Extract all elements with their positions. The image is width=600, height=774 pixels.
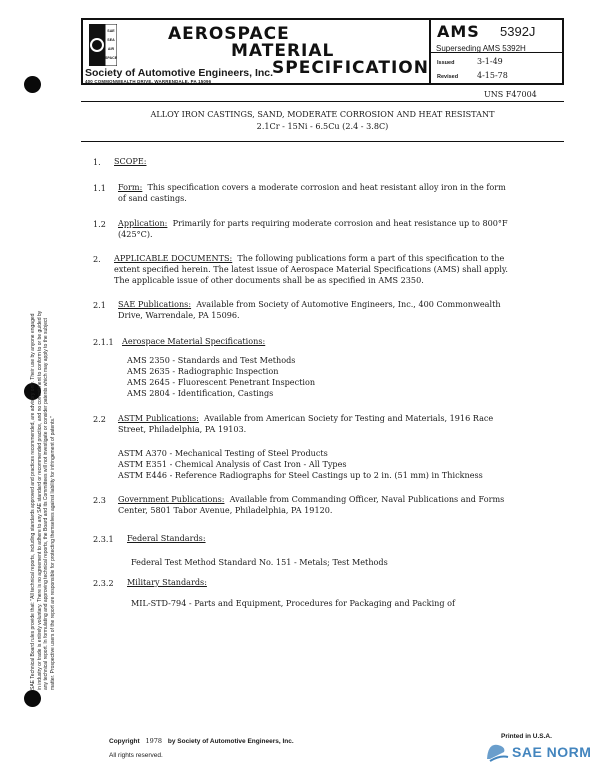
section-2-1-label: SAE Publications: [118, 299, 192, 309]
section-2-3-number: 2.3 [93, 495, 106, 505]
rights-reserved: All rights reserved. [109, 752, 163, 759]
section-2-3-1-label: Federal Standards: [127, 533, 206, 543]
section-1-1-number: 1.1 [93, 183, 106, 193]
section-2-1 [118, 299, 501, 310]
copyright-label: Copyright [109, 738, 140, 745]
section-1-2-text-1: Primarily for parts requiring moderate corrosion and heat resistance up to 800°F [172, 218, 508, 228]
logo-text-3: AIR [107, 47, 115, 51]
section-1-heading: SCOPE: [114, 156, 147, 166]
header-rule [81, 101, 564, 102]
ams-label: AMS [437, 22, 480, 41]
section-2-1-number: 2.1 [93, 300, 106, 310]
section-2-3-text-2: Center, 5801 Tabor Avenue, Philadelphia, PA 19120. [118, 505, 333, 515]
list-item: AMS 2350 - Standards and Test Methods [127, 355, 296, 365]
uns-number: UNS F47004 [484, 90, 537, 99]
section-2-3-1-number: 2.3.1 [93, 534, 114, 544]
section-2-label: APPLICABLE DOCUMENTS: [114, 253, 233, 263]
section-2-1-text-2: Drive, Warrendale, PA 15096. [118, 310, 240, 320]
list-item: AMS 2804 - Identification, Castings [127, 388, 274, 398]
section-2-3-label: Government Publications: [118, 494, 225, 504]
section-2-2 [118, 413, 493, 424]
section-1-2 [118, 218, 508, 229]
sae-norm-watermark [484, 741, 596, 771]
list-item: ASTM E351 - Chemical Analysis of Cast Iron - All Types [118, 459, 347, 469]
side-note-line-2: in industry or trade is entirely voluntary. There is no agreement to adhere to any SAE standard or recommended practice, and no commitment to conform to or be guided by [36, 310, 43, 690]
section-1-1-text-1: This specification covers a moderate corrosion and heat resistant alloy iron in the form [147, 182, 506, 192]
section-2-number: 2. [93, 254, 101, 264]
section-1-2-number: 1.2 [93, 219, 106, 229]
copyright-org: by Society of Automotive Engineers, Inc. [167, 738, 294, 745]
side-note-line-1: SAE Technical Board rules provide that: "All technical reports, including standards approved and practices recommended, are advisory only. Their use by anyone engaged [30, 313, 36, 690]
section-2-2-label: ASTM Publications: [118, 413, 199, 423]
list-item: AMS 2635 - Radiographic Inspection [127, 366, 279, 376]
logo-text-2: SEA [107, 38, 115, 42]
printed-in: Printed in U.S.A. [501, 733, 552, 740]
section-2-text-3: The applicable issue of other documents shall be as specified in AMS 2350. [114, 275, 424, 285]
document-title [81, 108, 564, 132]
list-item: AMS 2645 - Fluorescent Penetrant Inspection [127, 377, 316, 387]
copyright-year: 1978 [145, 737, 163, 745]
punch-hole-top [24, 76, 41, 93]
watermark-text: SAE NORM [512, 744, 592, 760]
section-1-2-text-2: (425°C). [118, 229, 153, 239]
issued-label: Issued [437, 60, 455, 66]
logo-text-1: SAE [107, 29, 115, 33]
section-2-3-text-1: Available from Commanding Officer, Naval Publications and Forms [229, 494, 505, 504]
title-line-1: ALLOY IRON CASTINGS, SAND, MODERATE CORROSION AND HEAT RESISTANT [150, 109, 495, 119]
revised-label: Revised [437, 74, 459, 80]
sae-watermark-icon [484, 741, 510, 765]
org-address: 400 COMMONWEALTH DRIVE, WARRENDALE, PA 15096 [85, 79, 212, 84]
sae-logo [89, 24, 117, 66]
title-rule [81, 141, 564, 142]
logo-text-4: SPACE [105, 56, 118, 60]
list-item: ASTM A370 - Mechanical Testing of Steel Products [118, 448, 328, 458]
section-2-3 [118, 494, 504, 505]
section-2 [114, 253, 504, 264]
section-1-number: 1. [93, 157, 101, 167]
section-1-1 [118, 182, 506, 193]
title-aerospace: AEROSPACE [168, 24, 290, 44]
superseding: Superseding AMS 5392H [436, 44, 526, 53]
copyright [109, 737, 294, 745]
section-2-1-text-1: Available from Society of Automotive Engineers, Inc., 400 Commonwealth [196, 299, 501, 309]
list-item: ASTM E446 - Reference Radiographs for Steel Castings up to 2 in. (51 mm) in Thickness [118, 470, 483, 480]
side-note-line-3: any technical report. In formulating and approving technical reports, the Board and its Committees will not investigate or consider patents which may apply to the subject [43, 318, 50, 690]
punch-hole-bottom [24, 690, 41, 707]
side-note-line-4: matter. Prospective users of the report are responsible for protecting themselves against liability for infringement of patents." [49, 415, 56, 690]
org-name: Society of Automotive Engineers, Inc. [85, 67, 274, 79]
section-2-2-text-2: Street, Philadelphia, PA 19103. [118, 424, 247, 434]
title-specification: SPECIFICATION [272, 58, 429, 78]
section-2-1-1-label: Aerospace Material Specifications: [122, 336, 266, 346]
section-2-2-text-1: Available from American Society for Testing and Materials, 1916 Race [204, 413, 494, 423]
section-2-3-2-number: 2.3.2 [93, 578, 114, 588]
section-1-1-label: Form: [118, 182, 143, 192]
section-2-text-2: extent specified herein. The latest issue of Aerospace Material Specifications (AMS) shall apply. [114, 264, 508, 274]
section-2-1-1-number: 2.1.1 [93, 337, 114, 347]
title-material: MATERIAL [231, 41, 335, 61]
ams-number: 5392J [500, 24, 536, 39]
issued-date: 3-1-49 [477, 57, 503, 66]
revised-date: 4-15-78 [477, 71, 508, 80]
section-2-text-1: The following publications form a part of this specification to the [237, 253, 505, 263]
title-line-2: 2.1Cr - 15Ni - 6.5Cu (2.4 - 3.8C) [256, 121, 389, 131]
section-2-2-number: 2.2 [93, 414, 106, 424]
section-2-3-2-item: MIL-STD-794 - Parts and Equipment, Procedures for Packaging and Packing of [131, 598, 456, 608]
section-1-2-label: Application: [118, 218, 168, 228]
section-2-3-1-item: Federal Test Method Standard No. 151 - Metals; Test Methods [131, 557, 388, 567]
section-1-1-text-2: of sand castings. [118, 193, 187, 203]
section-2-3-2-label: Military Standards: [127, 577, 207, 587]
